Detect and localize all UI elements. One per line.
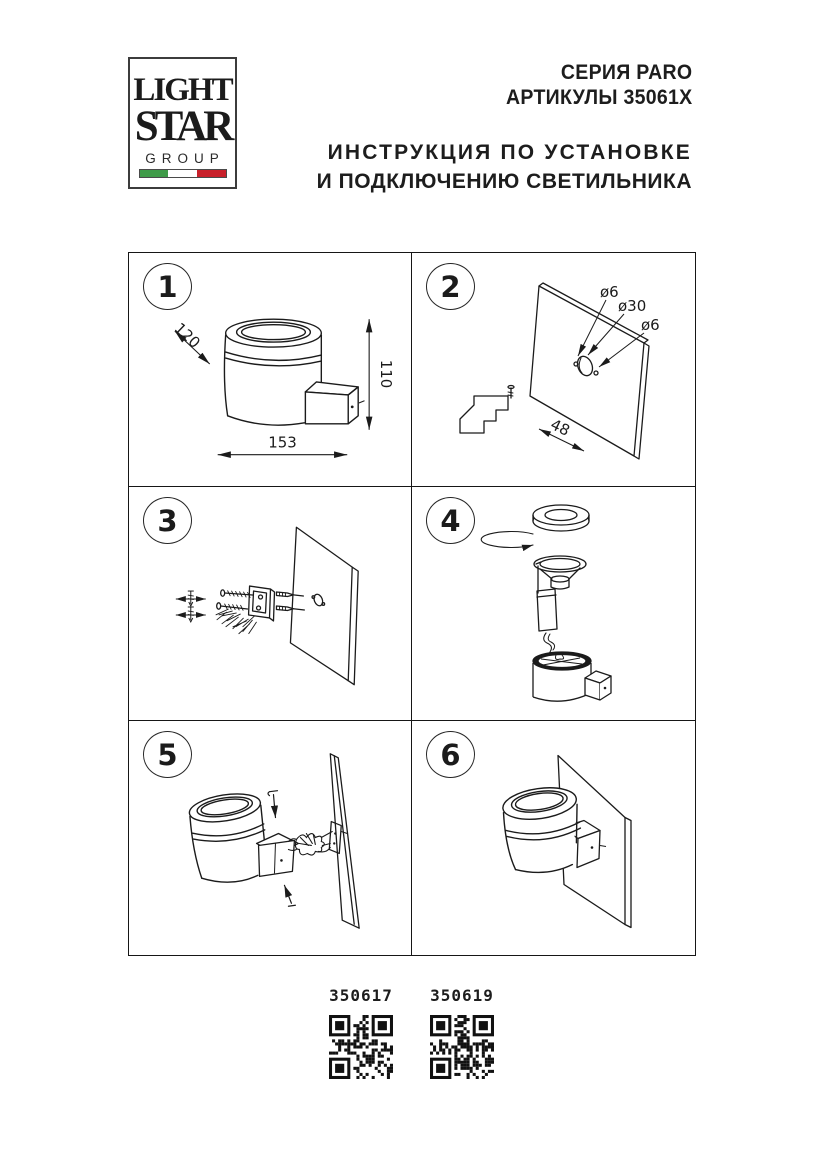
step-1-badge: 1 — [143, 263, 192, 310]
step-cell-3 — [129, 487, 412, 721]
mount-box-art — [257, 834, 299, 877]
wall-plate-art — [329, 754, 359, 928]
step-cell-5 — [129, 721, 412, 955]
flag-red-segment — [197, 170, 226, 177]
dim-diameter-label: 120 — [170, 319, 204, 352]
lamp-line-art — [224, 319, 364, 425]
bracket-line-art — [217, 527, 358, 684]
step-2-badge: 2 — [426, 263, 475, 310]
logo-word-star: STAR — [134, 103, 231, 150]
step-cell-2 — [412, 253, 695, 487]
step-cell-4 — [412, 487, 695, 721]
step-5-badge: 5 — [143, 731, 192, 778]
lamp-body-art — [500, 784, 586, 877]
italy-flag-icon — [139, 169, 227, 178]
qr-code-2 — [430, 1015, 494, 1079]
dim-height-label: 110 — [377, 359, 396, 389]
step-4-badge: 4 — [426, 497, 475, 544]
hole-diameter-center-label: ø30 — [618, 297, 647, 315]
thread-fur-lines — [216, 609, 257, 634]
product-code-1: 350617 — [329, 986, 393, 1005]
step-cell-6 — [412, 721, 695, 955]
step-3-badge: 3 — [143, 497, 192, 544]
logo-word-light: LIGHT — [133, 72, 232, 108]
wires-bundle-art — [288, 832, 332, 856]
articles-title: АРТИКУЛЫ 35061X — [505, 86, 692, 109]
assembly-line-art — [481, 505, 589, 667]
qr-code-1 — [329, 1015, 393, 1079]
lightstar-logo — [128, 57, 237, 189]
hole-distance-label: 48 — [547, 415, 573, 440]
dim-width-label: 153 — [268, 433, 297, 452]
hole-diameter-right-label: ø6 — [641, 316, 660, 334]
logo-word-group: GROUP — [145, 150, 225, 166]
hole-diameter-left-label: ø6 — [600, 283, 619, 301]
step-cell-1 — [129, 253, 412, 487]
instruction-title-line2: И ПОДКЛЮЧЕНИЮ СВЕТИЛЬНИКА — [316, 170, 692, 193]
series-title: СЕРИЯ PARO — [560, 61, 692, 84]
flag-green-segment — [140, 170, 169, 177]
product-code-2: 350619 — [430, 986, 494, 1005]
instruction-title-line1: ИНСТРУКЦИЯ ПО УСТАНОВКЕ — [327, 141, 692, 164]
flag-white-segment — [168, 170, 197, 177]
step-6-badge: 6 — [426, 731, 475, 778]
body-line-art — [533, 652, 611, 701]
screw-direction-icons — [176, 591, 206, 622]
installation-steps-grid — [128, 252, 696, 956]
